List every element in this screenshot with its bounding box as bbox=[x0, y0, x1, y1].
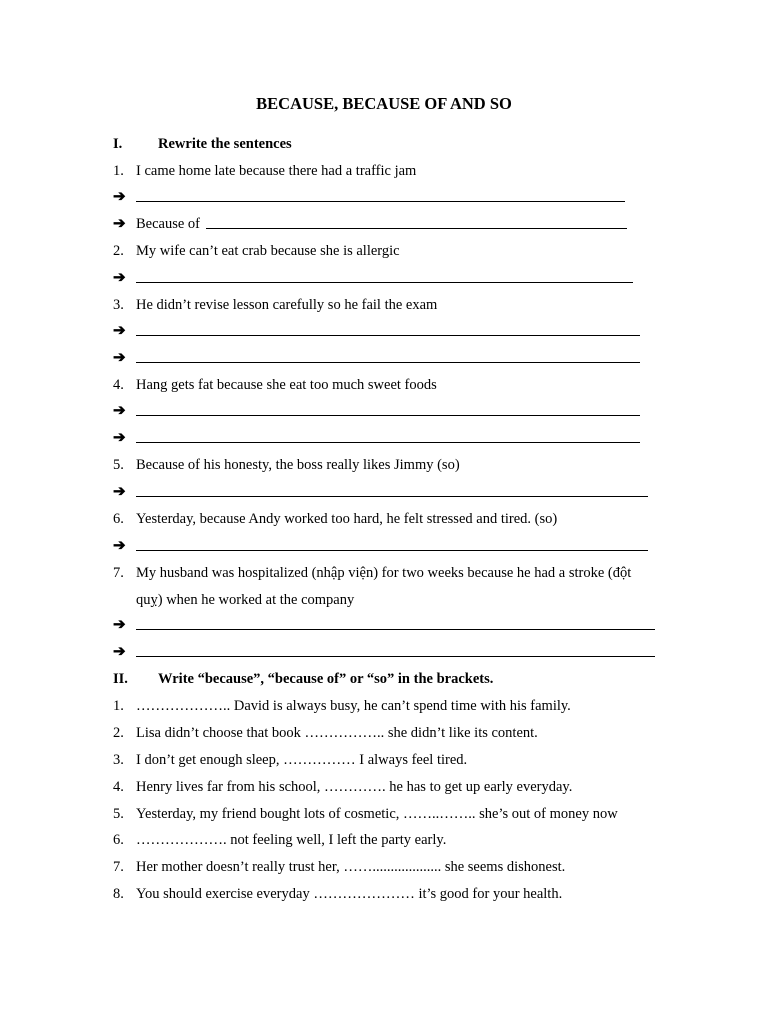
item-sentence: My wife can’t eat crab because she is allergic bbox=[136, 243, 400, 259]
arrow-right-icon: ➔ bbox=[113, 484, 126, 500]
exercise-item bbox=[0, 564, 768, 590]
item-sentence: Yesterday, because Andy worked too hard, he felt stressed and tired. (so) bbox=[136, 511, 558, 527]
answer-row[interactable] bbox=[0, 188, 768, 214]
exercise-item-continuation bbox=[0, 591, 768, 617]
item-number: 2. bbox=[113, 243, 124, 259]
item-number: 5. bbox=[113, 806, 124, 822]
fill-in-item bbox=[0, 751, 768, 777]
item-sentence: He didn’t revise lesson carefully so he fail the exam bbox=[136, 297, 438, 313]
answer-line[interactable] bbox=[136, 415, 640, 416]
item-sentence: I came home late because there had a traffic jam bbox=[136, 163, 417, 179]
fill-in-item bbox=[0, 724, 768, 750]
section-number: I. bbox=[113, 136, 123, 152]
item-sentence[interactable]: I don’t get enough sleep, …………… I always feel tired. bbox=[136, 752, 468, 768]
exercise-item bbox=[0, 296, 768, 322]
exercise-item bbox=[0, 242, 768, 268]
fill-in-item bbox=[0, 778, 768, 804]
item-number: 3. bbox=[113, 297, 124, 313]
arrow-right-icon: ➔ bbox=[113, 617, 126, 633]
item-sentence[interactable]: Yesterday, my friend bought lots of cosmetic, ……..…….. she’s out of money now bbox=[136, 806, 618, 822]
answer-row[interactable] bbox=[0, 402, 768, 428]
answer-row[interactable] bbox=[0, 643, 768, 669]
item-sentence: quỵ) when he worked at the company bbox=[136, 592, 355, 608]
answer-line[interactable] bbox=[136, 550, 648, 551]
answer-line[interactable] bbox=[136, 629, 655, 630]
answer-row[interactable] bbox=[0, 483, 768, 509]
fill-in-item bbox=[0, 805, 768, 831]
answer-row[interactable] bbox=[0, 269, 768, 295]
answer-row[interactable] bbox=[0, 429, 768, 455]
item-number: 6. bbox=[113, 832, 124, 848]
answer-line[interactable] bbox=[136, 442, 640, 443]
arrow-right-icon: ➔ bbox=[113, 350, 126, 366]
answer-line[interactable] bbox=[136, 362, 640, 363]
exercise-item bbox=[0, 162, 768, 188]
item-sentence: My husband was hospitalized (nhập viện) for two weeks because he had a stroke (đột bbox=[136, 565, 632, 581]
section-title: Rewrite the sentences bbox=[158, 136, 292, 152]
item-number: 1. bbox=[113, 698, 124, 714]
item-number: 1. bbox=[113, 163, 124, 179]
worksheet-title: BECAUSE, BECAUSE OF AND SO bbox=[256, 94, 512, 113]
exercise-item bbox=[0, 456, 768, 482]
section-1-heading bbox=[0, 135, 768, 161]
item-number: 7. bbox=[113, 565, 124, 581]
answer-row[interactable] bbox=[0, 349, 768, 375]
answer-line[interactable] bbox=[206, 228, 627, 229]
arrow-right-icon: ➔ bbox=[113, 538, 126, 554]
arrow-right-icon: ➔ bbox=[113, 430, 126, 446]
item-sentence[interactable]: Henry lives far from his school, …………. he has to get up early everyday. bbox=[136, 779, 573, 795]
fill-in-item bbox=[0, 858, 768, 884]
item-number: 5. bbox=[113, 457, 124, 473]
answer-prefix: Because of bbox=[136, 216, 201, 232]
section-title: Write “because”, “because of” or “so” in the brackets. bbox=[158, 671, 494, 687]
item-sentence: Because of his honesty, the boss really likes Jimmy (so) bbox=[136, 457, 460, 473]
arrow-right-icon: ➔ bbox=[113, 644, 126, 660]
item-sentence[interactable]: ……………….. David is always busy, he can’t spend time with his family. bbox=[136, 698, 571, 714]
answer-line[interactable] bbox=[136, 201, 625, 202]
arrow-right-icon: ➔ bbox=[113, 403, 126, 419]
arrow-right-icon: ➔ bbox=[113, 216, 126, 232]
item-sentence[interactable]: Lisa didn’t choose that book …………….. she didn’t like its content. bbox=[136, 725, 538, 741]
item-number: 6. bbox=[113, 511, 124, 527]
fill-in-item bbox=[0, 697, 768, 723]
item-sentence[interactable]: You should exercise everyday ………………… it’s good for your health. bbox=[136, 886, 563, 902]
arrow-right-icon: ➔ bbox=[113, 270, 126, 286]
answer-row[interactable] bbox=[0, 215, 768, 241]
item-sentence: Hang gets fat because she eat too much sweet foods bbox=[136, 377, 437, 393]
answer-line[interactable] bbox=[136, 335, 640, 336]
fill-in-item bbox=[0, 885, 768, 911]
section-2-heading bbox=[0, 670, 768, 696]
item-number: 4. bbox=[113, 779, 124, 795]
arrow-right-icon: ➔ bbox=[113, 189, 126, 205]
answer-row[interactable] bbox=[0, 537, 768, 563]
answer-line[interactable] bbox=[136, 496, 648, 497]
section-number: II. bbox=[113, 671, 128, 687]
item-sentence[interactable]: Her mother doesn’t really trust her, ……................... she seems dishonest. bbox=[136, 859, 566, 875]
item-number: 7. bbox=[113, 859, 124, 875]
answer-line[interactable] bbox=[136, 656, 655, 657]
fill-in-item bbox=[0, 831, 768, 857]
exercise-item bbox=[0, 510, 768, 536]
answer-row[interactable] bbox=[0, 616, 768, 642]
item-number: 3. bbox=[113, 752, 124, 768]
answer-row[interactable] bbox=[0, 322, 768, 348]
exercise-item bbox=[0, 376, 768, 402]
answer-line[interactable] bbox=[136, 282, 633, 283]
item-number: 2. bbox=[113, 725, 124, 741]
item-number: 4. bbox=[113, 377, 124, 393]
item-sentence[interactable]: ………………. not feeling well, I left the party early. bbox=[136, 832, 447, 848]
item-number: 8. bbox=[113, 886, 124, 902]
arrow-right-icon: ➔ bbox=[113, 323, 126, 339]
